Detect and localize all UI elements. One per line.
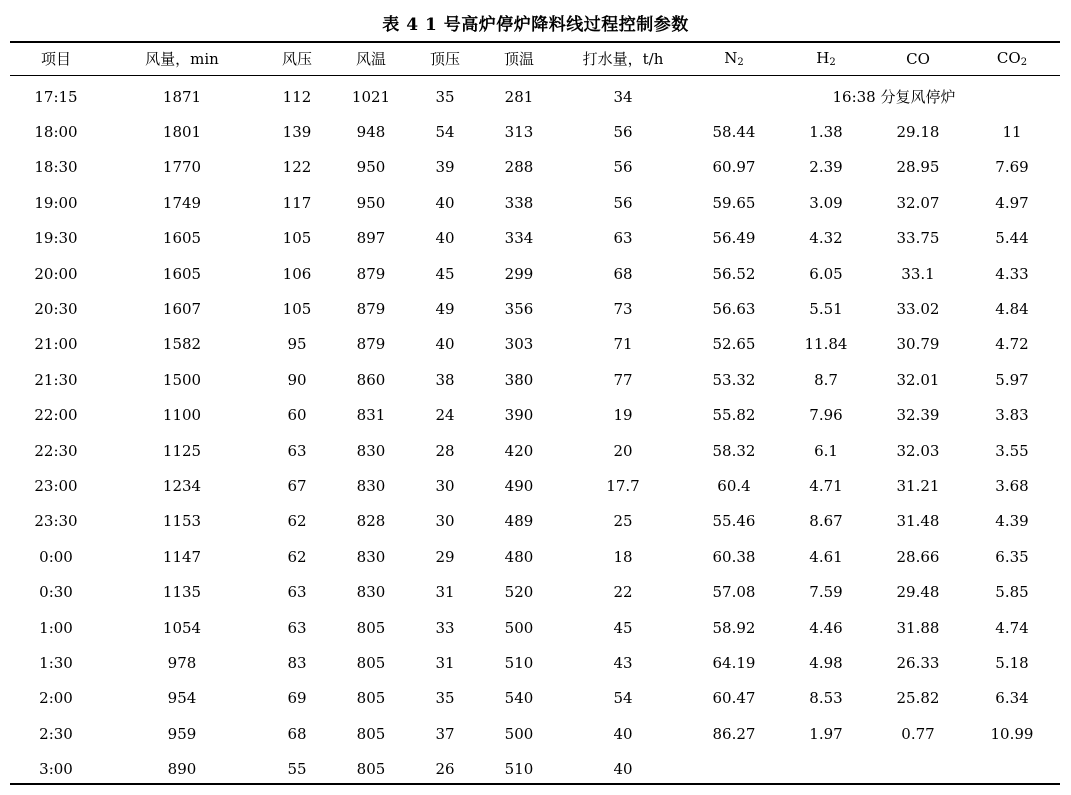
cell-time: 1:30 [39,653,73,672]
cell-co: 31.48 [896,512,940,531]
cell-co: 25.82 [896,689,940,708]
table-row [10,574,1060,609]
cell-wind-temp: 879 [356,300,386,319]
cell-top-pressure: 40 [435,335,455,354]
cell-time: 18:00 [34,123,78,142]
cell-h2: 11.84 [804,335,848,354]
cell-h2: 5.51 [809,300,843,319]
cell-water: 40 [613,724,633,743]
cell-h2: 8.7 [814,370,838,389]
header-row [10,42,1060,75]
cell-water: 17.7 [606,476,640,495]
cell-wind-pressure: 63 [287,618,307,637]
cell-wind-temp: 805 [356,689,386,708]
cell-wind-volume: 1135 [162,583,202,602]
cell-wind-pressure: 105 [282,300,312,319]
cell-water: 56 [613,158,633,177]
cell-top-pressure: 39 [435,158,455,177]
cell-h2: 4.61 [809,547,843,566]
cell-wind-volume: 1147 [162,547,202,566]
cell-co2 [964,751,1060,786]
cell-wind-volume: 978 [167,653,197,672]
cell-h2: 4.98 [809,653,843,672]
header-co2 [964,42,1060,75]
cell-time: 20:00 [34,264,78,283]
header-n2-base: N [724,49,738,67]
cell-n2: 58.32 [712,441,756,460]
cell-n2 [688,751,780,786]
cell-top-temp: 510 [504,653,534,672]
header-water: 打水量，t/h [582,50,664,68]
cell-top-temp: 489 [504,512,534,531]
cell-wind-pressure: 68 [287,724,307,743]
table-row [10,645,1060,680]
control-parameters-table [10,42,1060,787]
cell-n2: 56.63 [712,300,756,319]
cell-top-temp: 480 [504,547,534,566]
table-row [10,114,1060,149]
cell-time: 17:15 [34,87,78,106]
cell-n2: 60.97 [712,158,756,177]
cell-wind-volume: 1100 [162,406,202,425]
cell-time: 2:00 [39,689,73,708]
cell-co: 31.21 [896,476,940,495]
cell-n2: 55.82 [712,406,756,425]
cell-wind-temp: 805 [356,724,386,743]
cell-co2: 6.34 [995,689,1029,708]
cell-wind-temp: 805 [356,760,386,779]
cell-wind-volume: 1749 [162,193,202,212]
cell-h2: 4.71 [809,476,843,495]
table-body [10,75,1060,787]
cell-water: 18 [613,547,633,566]
cell-co2: 5.85 [995,583,1029,602]
cell-time: 0:30 [39,583,73,602]
cell-wind-volume: 1054 [162,618,202,637]
table-row [10,504,1060,539]
cell-wind-pressure: 139 [282,123,312,142]
cell-time: 23:30 [34,512,78,531]
cell-water: 22 [613,583,633,602]
cell-n2: 58.92 [712,618,756,637]
cell-top-temp: 390 [504,406,534,425]
cell-wind-temp: 805 [356,618,386,637]
cell-top-pressure: 30 [435,476,455,495]
cell-co: 32.39 [896,406,940,425]
header-wind-pressure: 风压 [281,50,312,68]
cell-co [872,751,964,786]
cell-n2: 60.38 [712,547,756,566]
cell-wind-volume: 1605 [162,229,202,248]
cell-co: 30.79 [896,335,940,354]
cell-wind-pressure: 63 [287,583,307,602]
cell-wind-pressure: 62 [287,512,307,531]
cell-top-temp: 303 [504,335,534,354]
cell-wind-pressure: 122 [282,158,312,177]
cell-co: 29.18 [896,123,940,142]
cell-h2: 7.59 [809,583,843,602]
cell-time: 21:30 [34,370,78,389]
cell-wind-volume: 890 [167,760,197,779]
cell-wind-temp: 830 [356,476,386,495]
cell-wind-temp: 948 [356,123,386,142]
cell-top-pressure: 33 [435,618,455,637]
table-row [10,468,1060,503]
table-title: 表 4 1 号高炉停炉降料线过程控制参数 [382,15,689,35]
table-row [10,751,1060,786]
cell-time: 22:30 [34,441,78,460]
cell-h2: 4.46 [809,618,843,637]
cell-top-pressure: 30 [435,512,455,531]
cell-time: 1:00 [39,618,73,637]
cell-co: 33.02 [896,300,940,319]
cell-wind-temp: 950 [356,193,386,212]
cell-wind-temp: 830 [356,547,386,566]
cell-co2: 4.39 [995,512,1029,531]
cell-co2: 7.69 [995,158,1029,177]
cell-wind-volume: 1770 [162,158,202,177]
cell-h2: 7.96 [809,406,843,425]
cell-wind-temp: 879 [356,335,386,354]
cell-top-temp: 356 [504,300,534,319]
cell-time: 23:00 [34,476,78,495]
cell-n2: 59.65 [712,193,756,212]
cell-top-temp: 510 [504,760,534,779]
cell-co: 33.75 [896,229,940,248]
cell-co2: 3.68 [995,476,1029,495]
cell-top-temp: 334 [504,229,534,248]
table-row [10,256,1060,291]
cell-n2: 58.44 [712,123,756,142]
cell-wind-volume: 1801 [162,123,202,142]
cell-note: 16:38 分复风停炉 [832,88,956,107]
table-row [10,185,1060,220]
table-row [10,681,1060,716]
cell-co: 32.01 [896,370,940,389]
cell-top-temp: 520 [504,583,534,602]
header-co2-base: CO [996,49,1021,67]
cell-water: 77 [613,370,633,389]
cell-co2: 4.84 [995,300,1029,319]
cell-time: 19:00 [34,193,78,212]
cell-n2: 53.32 [712,370,756,389]
cell-co2: 3.83 [995,406,1029,425]
table-row [10,291,1060,326]
cell-wind-pressure: 55 [287,760,307,779]
cell-h2: 4.32 [809,229,843,248]
cell-h2: 1.97 [809,724,843,743]
cell-water: 73 [613,300,633,319]
cell-h2: 3.09 [809,193,843,212]
cell-co: 33.1 [901,264,935,283]
cell-time: 19:30 [34,229,78,248]
cell-wind-pressure: 67 [287,476,307,495]
cell-wind-volume: 1582 [162,335,202,354]
cell-wind-pressure: 105 [282,229,312,248]
cell-h2 [780,751,872,786]
header-wind-volume: 风量，min [145,50,219,68]
cell-water: 56 [613,193,633,212]
cell-wind-temp: 830 [356,583,386,602]
cell-n2: 52.65 [712,335,756,354]
header-h2-sub: 2 [829,57,836,68]
cell-top-pressure: 26 [435,760,455,779]
cell-water: 71 [613,335,633,354]
cell-n2: 64.19 [712,653,756,672]
header-h2-base: H [816,49,830,67]
cell-top-pressure: 35 [435,689,455,708]
header-item: 项目 [40,50,71,68]
cell-co: 32.03 [896,441,940,460]
cell-time: 3:00 [39,760,73,779]
table-row [10,362,1060,397]
cell-water: 19 [613,406,633,425]
cell-top-pressure: 49 [435,300,455,319]
header-n2-sub: 2 [737,57,744,68]
cell-co: 32.07 [896,193,940,212]
cell-top-pressure: 37 [435,724,455,743]
header-n2 [688,42,780,75]
cell-water: 40 [613,760,633,779]
cell-top-pressure: 45 [435,264,455,283]
cell-top-pressure: 40 [435,193,455,212]
cell-co2: 3.55 [995,441,1029,460]
cell-top-temp: 313 [504,123,534,142]
cell-wind-pressure: 83 [287,653,307,672]
cell-wind-temp: 897 [356,229,386,248]
cell-n2: 55.46 [712,512,756,531]
table-row [10,398,1060,433]
cell-h2: 6.05 [809,264,843,283]
cell-wind-temp: 950 [356,158,386,177]
cell-top-pressure: 35 [435,87,455,106]
cell-wind-volume: 959 [167,724,197,743]
table-row [10,327,1060,362]
header-co: CO [906,49,930,68]
cell-wind-temp: 831 [356,406,386,425]
cell-time: 20:30 [34,300,78,319]
table-row [10,539,1060,574]
header-top-pressure: 顶压 [429,50,460,68]
cell-n2: 86.27 [712,724,756,743]
cell-wind-volume: 1605 [162,264,202,283]
cell-co2: 4.74 [995,618,1029,637]
cell-h2: 6.1 [814,441,838,460]
table-row-first [10,79,1060,114]
cell-co2: 4.72 [995,335,1029,354]
cell-co: 28.66 [896,547,940,566]
cell-co: 31.88 [896,618,940,637]
cell-time: 21:00 [34,335,78,354]
cell-co2: 5.18 [995,653,1029,672]
cell-n2: 60.4 [717,476,751,495]
cell-co: 0.77 [901,724,935,743]
cell-top-temp: 299 [504,264,534,283]
cell-wind-pressure: 62 [287,547,307,566]
cell-top-temp: 500 [504,618,534,637]
cell-wind-pressure: 95 [287,335,307,354]
cell-top-temp: 420 [504,441,534,460]
cell-top-pressure: 31 [435,583,455,602]
table-row [10,150,1060,185]
table-row [10,610,1060,645]
cell-co2: 6.35 [995,547,1029,566]
cell-wind-temp: 1021 [351,87,391,106]
cell-time: 18:30 [34,158,78,177]
cell-water: 25 [613,512,633,531]
cell-co2: 4.33 [995,264,1029,283]
cell-n2: 57.08 [712,583,756,602]
cell-top-pressure: 31 [435,653,455,672]
cell-top-pressure: 54 [435,123,455,142]
cell-wind-pressure: 63 [287,441,307,460]
cell-co2: 5.97 [995,370,1029,389]
cell-wind-volume: 1234 [162,476,202,495]
cell-top-pressure: 28 [435,441,455,460]
cell-wind-pressure: 106 [282,264,312,283]
cell-water: 45 [613,618,633,637]
table-row [10,716,1060,751]
cell-water: 68 [613,264,633,283]
header-wind-temp: 风温 [355,50,386,68]
cell-co: 29.48 [896,583,940,602]
cell-water: 34 [613,87,633,106]
cell-wind-pressure: 117 [282,193,312,212]
table-row [10,221,1060,256]
cell-wind-volume: 1153 [162,512,202,531]
cell-wind-temp: 830 [356,441,386,460]
cell-water: 54 [613,689,633,708]
cell-water: 56 [613,123,633,142]
cell-top-pressure: 40 [435,229,455,248]
cell-co: 26.33 [896,653,940,672]
cell-top-pressure: 29 [435,547,455,566]
cell-top-temp: 380 [504,370,534,389]
cell-top-temp: 490 [504,476,534,495]
cell-h2: 2.39 [809,158,843,177]
cell-h2: 8.53 [809,689,843,708]
cell-wind-temp: 828 [356,512,386,531]
cell-top-temp: 288 [504,158,534,177]
cell-top-temp: 338 [504,193,534,212]
cell-co2: 4.97 [995,193,1029,212]
cell-wind-pressure: 60 [287,406,307,425]
cell-wind-temp: 879 [356,264,386,283]
cell-top-temp: 281 [504,87,534,106]
cell-wind-volume: 954 [167,689,197,708]
cell-h2: 8.67 [809,512,843,531]
cell-water: 63 [613,229,633,248]
cell-top-pressure: 38 [435,370,455,389]
cell-n2: 56.49 [712,229,756,248]
header-co2-sub: 2 [1020,57,1028,68]
cell-water: 43 [613,653,633,672]
cell-co2: 10.99 [990,724,1034,743]
cell-wind-volume: 1607 [162,300,202,319]
cell-wind-pressure: 112 [282,87,312,106]
cell-time: 22:00 [34,406,78,425]
cell-time: 0:00 [39,547,73,566]
table-row [10,433,1060,468]
cell-top-pressure: 24 [435,406,455,425]
cell-wind-temp: 860 [356,370,386,389]
cell-n2: 60.47 [712,689,756,708]
cell-co2: 11 [1002,123,1022,142]
cell-h2: 1.38 [809,123,843,142]
cell-wind-volume: 1871 [162,87,202,106]
cell-wind-pressure: 90 [287,370,307,389]
cell-top-temp: 500 [504,724,534,743]
cell-wind-temp: 805 [356,653,386,672]
cell-wind-volume: 1125 [162,441,202,460]
cell-water: 20 [613,441,633,460]
cell-co: 28.95 [896,158,940,177]
cell-time: 2:30 [39,724,73,743]
cell-wind-volume: 1500 [162,370,202,389]
header-h2 [780,42,872,75]
cell-wind-pressure: 69 [287,689,307,708]
cell-co2: 5.44 [995,229,1029,248]
cell-n2: 56.52 [712,264,756,283]
header-top-temp: 顶温 [503,50,534,68]
cell-top-temp: 540 [504,689,534,708]
